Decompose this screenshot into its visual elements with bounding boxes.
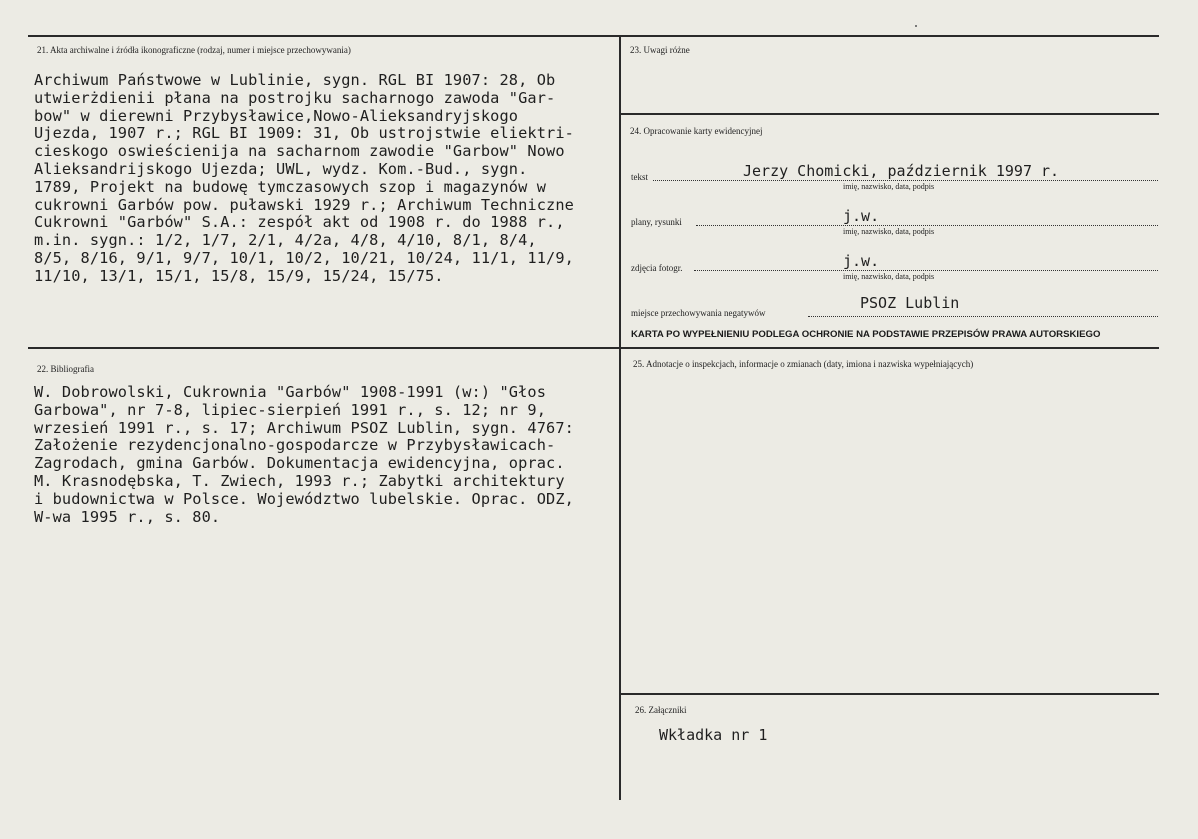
section-22-text: W. Dobrowolski, Cukrownia "Garbów" 1908-1991 (w:) "Głos Garbowa", nr 7-8, lipiec-sierpień 1991 r., s. 12; nr 9, wrzesień 1991 r., s. 17; Archiwum PSOZ Lublin, sygn. 4767: Założenie rezydencjonalno-gospodarcze w Przybysławicach- Zagrodach, gmina Garbów. Dokumentacja ewidencyjna, oprac. M. Krasnodębska, T. Zwiech, 1993 r.; Zabytki architektury i budownictwa w Polsce. Województwo lubelskie. Oprac. ODZ, W-wa 1995 r., s. 80. <box>34 383 574 526</box>
section-25-label: 25. Adnotacje o inspekcjach, informacje o zmianach (daty, imiona i nazwiska wypełniających) <box>633 359 974 369</box>
section-23-label: 23. Uwagi różne <box>630 45 690 55</box>
storage-value: PSOZ Lublin <box>860 294 960 312</box>
row-zdjecia-caption: imię, nazwisko, data, podpis <box>843 272 935 281</box>
divider-25-26 <box>621 693 1159 695</box>
section-21-text: Archiwum Państwowe w Lublinie, sygn. RGL BI 1907: 28, Ob utwierżdienii płana na postrojku sacharnogo zawoda "Gar- bow" w dierewni Przybysławice,Nowo-Alieksandryjskogo Ujezda, 1907 r.; RGL BI 1909: 31, Ob ustrojstwie eliektri- cieskogo oswieścienija na sacharnom zawodie "Garbow" Nowo Alieksandrijskogo Ujezda; UWL, wydz. Kom.-Bud., sygn. 1789, Projekt na budowę tymczasowych szop i magazynów w cukrowni Garbów pow. puławski 1929 r.; Archiwum Techniczne Cukrowni "Garbów" S.A.: zespół akt od 1908 r. do 1988 r., m.in. sygn.: 1/2, 1/7, 2/1, 4/2a, 4/8, 4/10, 8/1, 8/4, 8/5, 8/16, 9/1, 9/7, 10/1, 10/2, 10/21, 10/24, 11/1, 11/9, 11/10, 13/1, 15/1, 15/8, 15/9, 15/24, 15/75. <box>34 71 574 285</box>
row-zdjecia-label: zdjęcia fotogr. <box>631 263 683 273</box>
row-tekst-value: Jerzy Chomicki, październik 1997 r. <box>743 162 1060 180</box>
section-26-label: 26. Załączniki <box>635 705 687 715</box>
row-zdjecia-line <box>694 270 1158 271</box>
row-zdjecia-value: j.w. <box>843 252 880 270</box>
column-divider <box>619 35 621 800</box>
divider-23-24 <box>621 113 1159 115</box>
section-21-label: 21. Akta archiwalne i źródła ikonograficzne (rodzaj, numer i miejsce przechowywania) <box>37 45 351 55</box>
divider-24-25 <box>621 347 1159 349</box>
top-border <box>28 35 1159 37</box>
row-tekst-label: tekst <box>631 172 648 182</box>
storage-line <box>808 316 1158 317</box>
copyright-notice: KARTA PO WYPEŁNIENIU PODLEGA OCHRONIE NA PODSTAWIE PRZEPISÓW PRAWA AUTORSKIEGO <box>631 329 1101 340</box>
row-plany-value: j.w. <box>843 207 880 225</box>
row-plany-line <box>696 225 1158 226</box>
row-tekst-line <box>653 180 1158 181</box>
row-tekst-caption: imię, nazwisko, data, podpis <box>843 182 935 191</box>
section-22-label: 22. Bibliografia <box>37 364 94 374</box>
row-divider-left <box>28 347 619 349</box>
section-26-text: Wkładka nr 1 <box>659 726 768 744</box>
row-plany-caption: imię, nazwisko, data, podpis <box>843 227 935 236</box>
row-plany-label: plany, rysunki <box>631 217 682 227</box>
scan-speck <box>915 25 917 27</box>
storage-label: miejsce przechowywania negatywów <box>631 308 766 318</box>
section-24-label: 24. Opracowanie karty ewidencyjnej <box>630 126 763 136</box>
